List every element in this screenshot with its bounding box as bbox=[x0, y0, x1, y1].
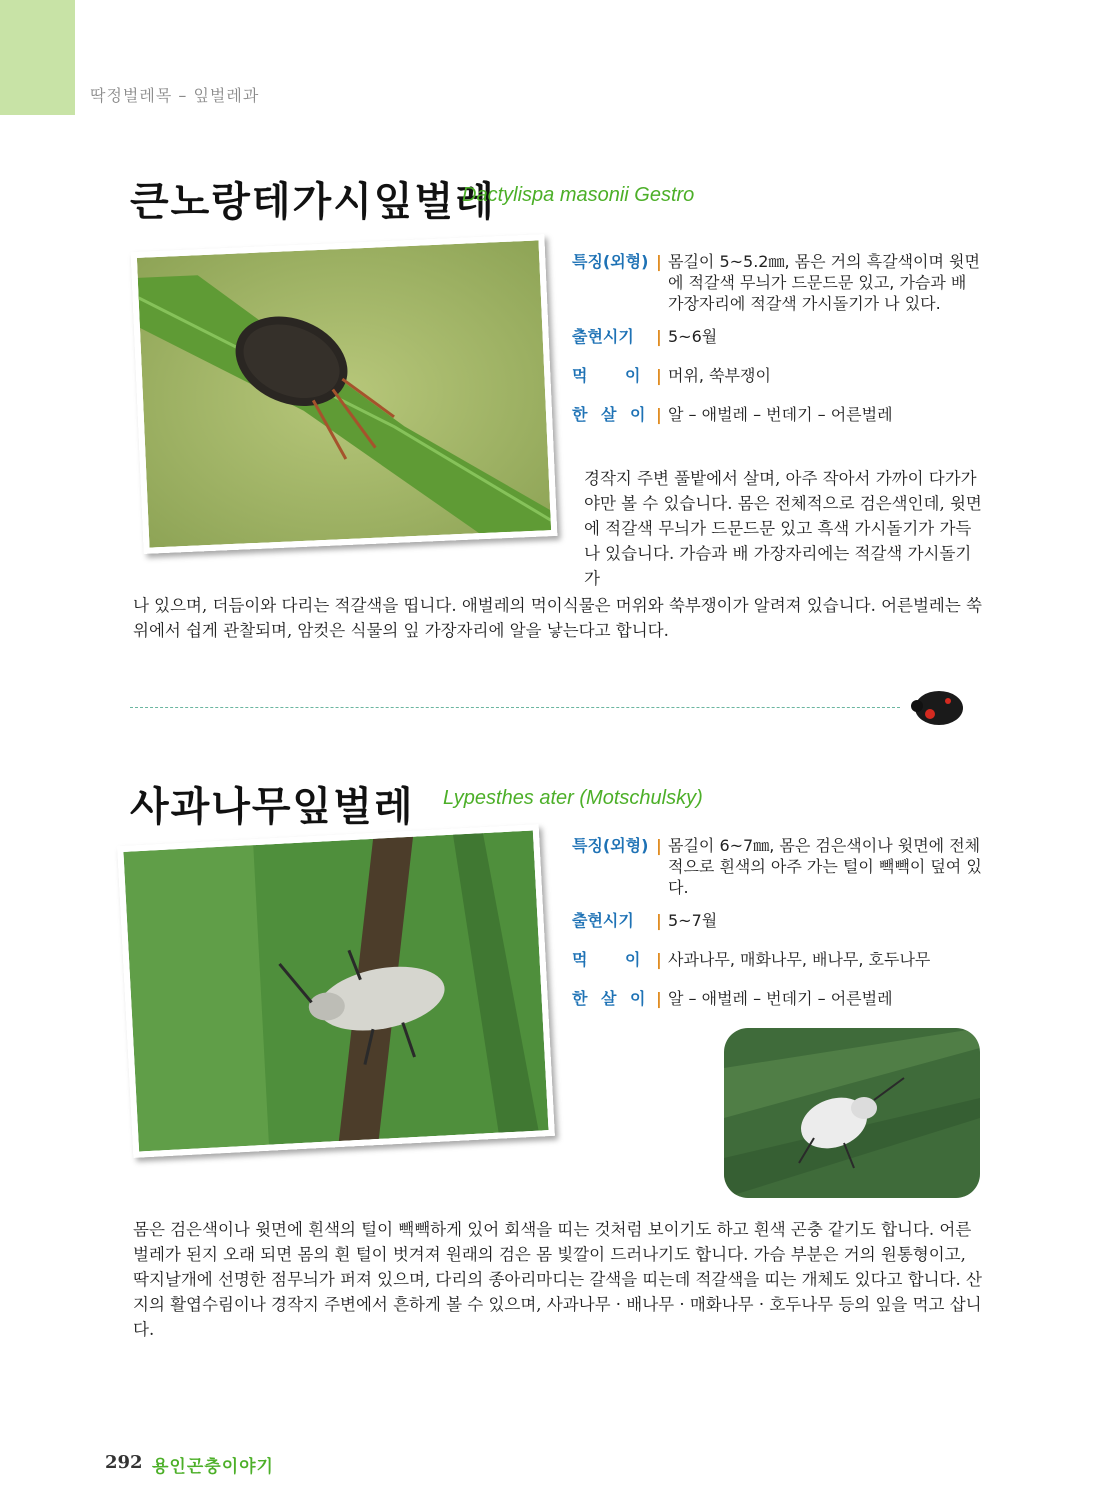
separator: | bbox=[656, 989, 662, 1008]
separator: | bbox=[656, 252, 662, 271]
food-label: 먹 이 bbox=[572, 950, 657, 969]
separator: | bbox=[656, 405, 662, 424]
ladybug-icon bbox=[908, 686, 970, 728]
lypesthes-image bbox=[123, 830, 548, 1151]
dactylispa-image bbox=[137, 240, 551, 547]
page-number: 292 bbox=[105, 1452, 143, 1473]
food-label: 먹 이 bbox=[572, 366, 657, 385]
species-photo bbox=[117, 824, 555, 1158]
species-info bbox=[572, 835, 982, 1027]
section-divider bbox=[130, 707, 900, 708]
season-value: 5~6월 bbox=[668, 327, 718, 346]
lifecycle-label: 한 살 이 bbox=[572, 989, 650, 1008]
scientific-name: Lypesthes ater (Motschulsky) bbox=[443, 787, 703, 809]
species-title: 큰노랑테가시잎벌레 bbox=[130, 178, 496, 225]
features-label: 특징(외형) bbox=[572, 836, 649, 855]
description-paragraph: 경작지 주변 풀밭에서 살며, 아주 작아서 가까이 다가가야만 볼 수 있습니다. 몸은 전체적으로 검은색인데, 윗면에 적갈색 무늬가 드문드문 있고 흑색 가시돌기가 가득 나 있습니다. 가슴과 배 가장자리에는 적갈색 가시돌기가 bbox=[584, 469, 982, 588]
species-info bbox=[572, 251, 982, 443]
season-label: 출현시기 bbox=[572, 327, 634, 346]
features-value: 몸길이 6~7㎜, 몸은 검은색이나 윗면에 전체적으로 흰색의 아주 가는 털이 빽빽이 덮여 있다. bbox=[668, 836, 982, 897]
description-paragraph: 나 있으며, 더듬이와 다리는 적갈색을 띱니다. 애벌레의 먹이식물은 머위와 쑥부쟁이가 알려져 있습니다. 어른벌레는 쑥 위에서 쉽게 관찰되며, 암컷은 식물의 잎 가장자리에 알을 낳는다고 합니다. bbox=[133, 596, 982, 640]
separator: | bbox=[656, 836, 662, 855]
season-value: 5~7월 bbox=[668, 911, 718, 930]
food-value: 머위, 쑥부쟁이 bbox=[668, 366, 771, 385]
separator: | bbox=[656, 950, 662, 969]
secondary-photo bbox=[724, 1028, 980, 1198]
features-label: 특징(외형) bbox=[572, 252, 649, 271]
breadcrumb: 딱정벌레목 – 잎벌레과 bbox=[90, 86, 260, 105]
species-photo bbox=[131, 234, 558, 554]
lifecycle-label: 한 살 이 bbox=[572, 405, 650, 424]
lypesthes-closeup-image bbox=[724, 1028, 980, 1198]
separator: | bbox=[656, 366, 662, 385]
separator: | bbox=[656, 911, 662, 930]
lifecycle-value: 알 – 애벌레 – 번데기 – 어른벌레 bbox=[668, 989, 893, 1008]
species-title: 사과나무잎벌레 bbox=[130, 783, 415, 830]
food-value: 사과나무, 매화나무, 배나무, 호두나무 bbox=[668, 950, 931, 969]
season-label: 출현시기 bbox=[572, 911, 634, 930]
separator: | bbox=[656, 327, 662, 346]
scientific-name: Dactylispa masonii Gestro bbox=[462, 184, 695, 206]
lifecycle-value: 알 – 애벌레 – 번데기 – 어른벌레 bbox=[668, 405, 893, 424]
description-paragraph: 몸은 검은색이나 윗면에 흰색의 털이 빽빽하게 있어 회색을 띠는 것처럼 보이기도 하고 흰색 곤충 같기도 합니다. 어른벌레가 된지 오래 되면 몸의 흰 털이 벗겨져 원래의 검은 몸 빛깔이 드러나기도 합니다. 가슴 부분은 거의 원통형이고, 딱지날개에 선명한 점무늬가 퍼져 있으며, 다리의 종아리마디는 갈색을 띠는데 적갈색을 띠는 개체도 있다고 합니다. 산지의 활엽수림이나 경작지 주변에서 흔하게 볼 수 있으며, 사과나무 · 배나무 · 매화나무 · 호두나무 등의 잎을 먹고 삽니다. bbox=[133, 1220, 982, 1339]
book-title: 용인곤충이야기 bbox=[152, 1457, 274, 1477]
features-value: 몸길이 5~5.2㎜, 몸은 거의 흑갈색이며 윗면에 적갈색 무늬가 드문드문 있고, 가슴과 배 가장자리에 적갈색 가시돌기가 나 있다. bbox=[668, 252, 980, 313]
chapter-tab bbox=[0, 0, 75, 115]
